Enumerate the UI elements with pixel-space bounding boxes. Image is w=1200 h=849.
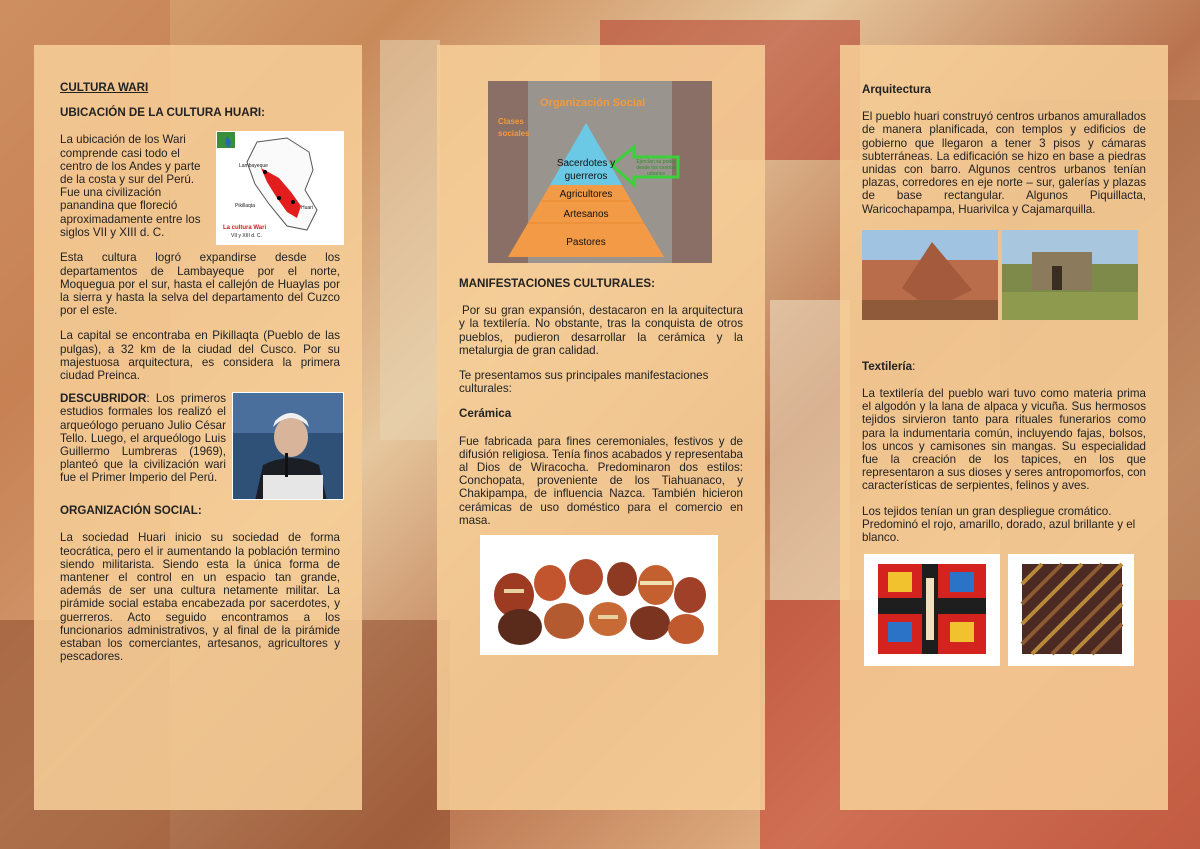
ceramica-photo	[480, 535, 718, 655]
pyramid-title: Organización Social	[540, 97, 646, 109]
map-caption-line2: VII y XIII d. C.	[231, 233, 262, 240]
ceramica-text: Fue fabricada para fines ceremoniales, festivos y de difusión religiosa. Tenía finos acabados y representaba al Dios de Wiracocha. Predominaron dos estilos: Conchopata, proveniente de los Tiahuanaco, y Chakipampa, de influencia Nazca. También hicieron cerámicas de uso doméstico para el comercio en masa.	[459, 434, 743, 527]
tello-photo	[232, 392, 344, 500]
bg-tile	[380, 40, 440, 440]
ruins-photo-1	[862, 230, 998, 320]
ruins-photo-2	[1002, 230, 1138, 320]
map-label-huari: Huari	[301, 205, 313, 212]
pyramid-arrow-line1: Ejercían su poder	[636, 159, 676, 165]
textileria-colon: :	[912, 359, 916, 373]
pyramid-arrow-line2: desde los centros	[636, 165, 676, 171]
textile-photo-2	[1008, 554, 1134, 666]
descubridor-text: : Los primeros estudios formales los realizó el arqueólogo peruano Julio César Tello. Luego, el arqueólogo Luis Guillermo Lumbreras (1969), planteó que la civilización wari fue el Primer Imperio del Perú.	[60, 392, 226, 485]
organizacion-text: La sociedad Huari inicio su sociedad de forma teocrática, pero el ir aumentando la población termino siendo militarista. Siendo esta la única forma de mantener el control en un espacio tan grande, además de ser una cultura netamente militar. La pirámide social estaba encabezada por sacerdotes, y guerreros. Acto seguido encontramos a los funcionarios administrativos, y al final de la pirámide estaban los comerciantes, artesanos, agricultores y pescadores.	[60, 531, 340, 664]
manifestaciones-text: Por su gran expansión, destacaron en la arquitectura y la textilería. No obstante, tras la conquista de otros pueblos, pudieron desarrollar la cerámica y la metalurgia de gran calidad.	[459, 304, 743, 357]
ceramica-heading: Cerámica	[459, 407, 512, 421]
ubicacion-text: La ubicación de los Wari comprende casi todo el centro de los Andes y parte de la costa y sur del Perú. Fue una civilización panandina que floreció aproximadamente entre los siglos VII y XIII d. C.	[60, 133, 201, 239]
descubridor-label: DESCUBRIDOR	[60, 392, 147, 406]
map-label-lambayeque: Lambayeque	[239, 163, 268, 170]
brochure-title: CULTURA WARI	[60, 81, 149, 94]
expansion-text: Esta cultura logró expandirse desde los departamentos de Lambayeque por el norte, Moquegua por el sur, hasta el callejón de Huaylas por la sierra y hasta la selva del departamento del Cuzco por el este.	[60, 251, 340, 318]
ubicacion-heading: UBICACIÓN DE LA CULTURA HUARI:	[60, 106, 266, 120]
pyramid-side-label-2: sociales	[498, 129, 530, 138]
pyramid-tier1-line2: guerreros	[564, 171, 608, 182]
organizacion-heading: ORGANIZACIÓN SOCIAL:	[60, 504, 202, 518]
textileria-text: La textilería del pueblo wari tuvo como materia prima el algodón y la lana de alpaca y vicuña. Sus hermosos tejidos sirvieron tanto para rituales funerarios como para la indumentaria común, incluyendo fajas, bolsos, los uncos y camisones sin mangas. Su especialidad fue la creación de los tapices, en los que representaron a sus dioses y seres antropomorfos, con características de serpientes, felinos y aves.	[862, 387, 1146, 493]
pyramid-tier1-line1: Sacerdotes y	[556, 158, 616, 169]
arquitectura-photos	[862, 230, 1146, 322]
pyramid-arrow-line3: urbanos	[646, 171, 666, 177]
textiles-photos	[862, 554, 1146, 666]
pyramid-tier3: Artesanos	[563, 209, 609, 220]
textileria-heading-line	[862, 360, 1146, 373]
pyramid-tier4: Pastores	[566, 237, 606, 248]
map-caption-line1: La cultura Wari	[223, 225, 267, 232]
textile-photo-1	[864, 554, 1000, 666]
panel-middle	[437, 45, 765, 810]
panel-right	[840, 45, 1168, 810]
arquitectura-heading: Arquitectura	[862, 83, 931, 96]
ceramic-pots-icon	[480, 535, 718, 655]
arquitectura-text: El pueblo huari construyó centros urbanos amurallados de manera planificada, con templos y edificios de gobierno que llegaron a tener 3 pisos y cámaras subterráneas. La edificación se hizo en base a piedras unidas con barro. Algunos centros urbanos tenían plazas, corredores en eje norte – sur, galerías y plazas de base rectangular. Algunos Piquillacta, Waricochapampa, Huarivilca y Cajamarquilla.	[862, 110, 1146, 216]
tejidos-text: Los tejidos tenían un gran despliegue cromático. Predominó el rojo, amarillo, dorado, azul brillante y el blanco.	[862, 504, 1136, 545]
bg-tile	[770, 300, 850, 600]
pyramid-figure	[488, 81, 712, 263]
presentamos-text: Te presentamos sus principales manifestaciones culturales:	[459, 369, 709, 396]
capital-text: La capital se encontraba en Pikillaqta (Pueblo de las pulgas), a 32 km de la ciudad del Cusco. Por su majestuosa arquitectura, es considera la primera ciudad Preinca.	[60, 329, 340, 383]
map-label-pikillaqta: Pikillaqta	[235, 203, 256, 210]
textileria-heading: Textilería	[862, 359, 913, 373]
panel-left	[34, 45, 362, 810]
pyramid-tier2: Agricultores	[559, 189, 613, 200]
pyramid-side-label-1: Clases	[498, 117, 524, 126]
manifestaciones-heading: MANIFESTACIONES CULTURALES:	[459, 277, 656, 290]
map-figure	[216, 131, 344, 245]
